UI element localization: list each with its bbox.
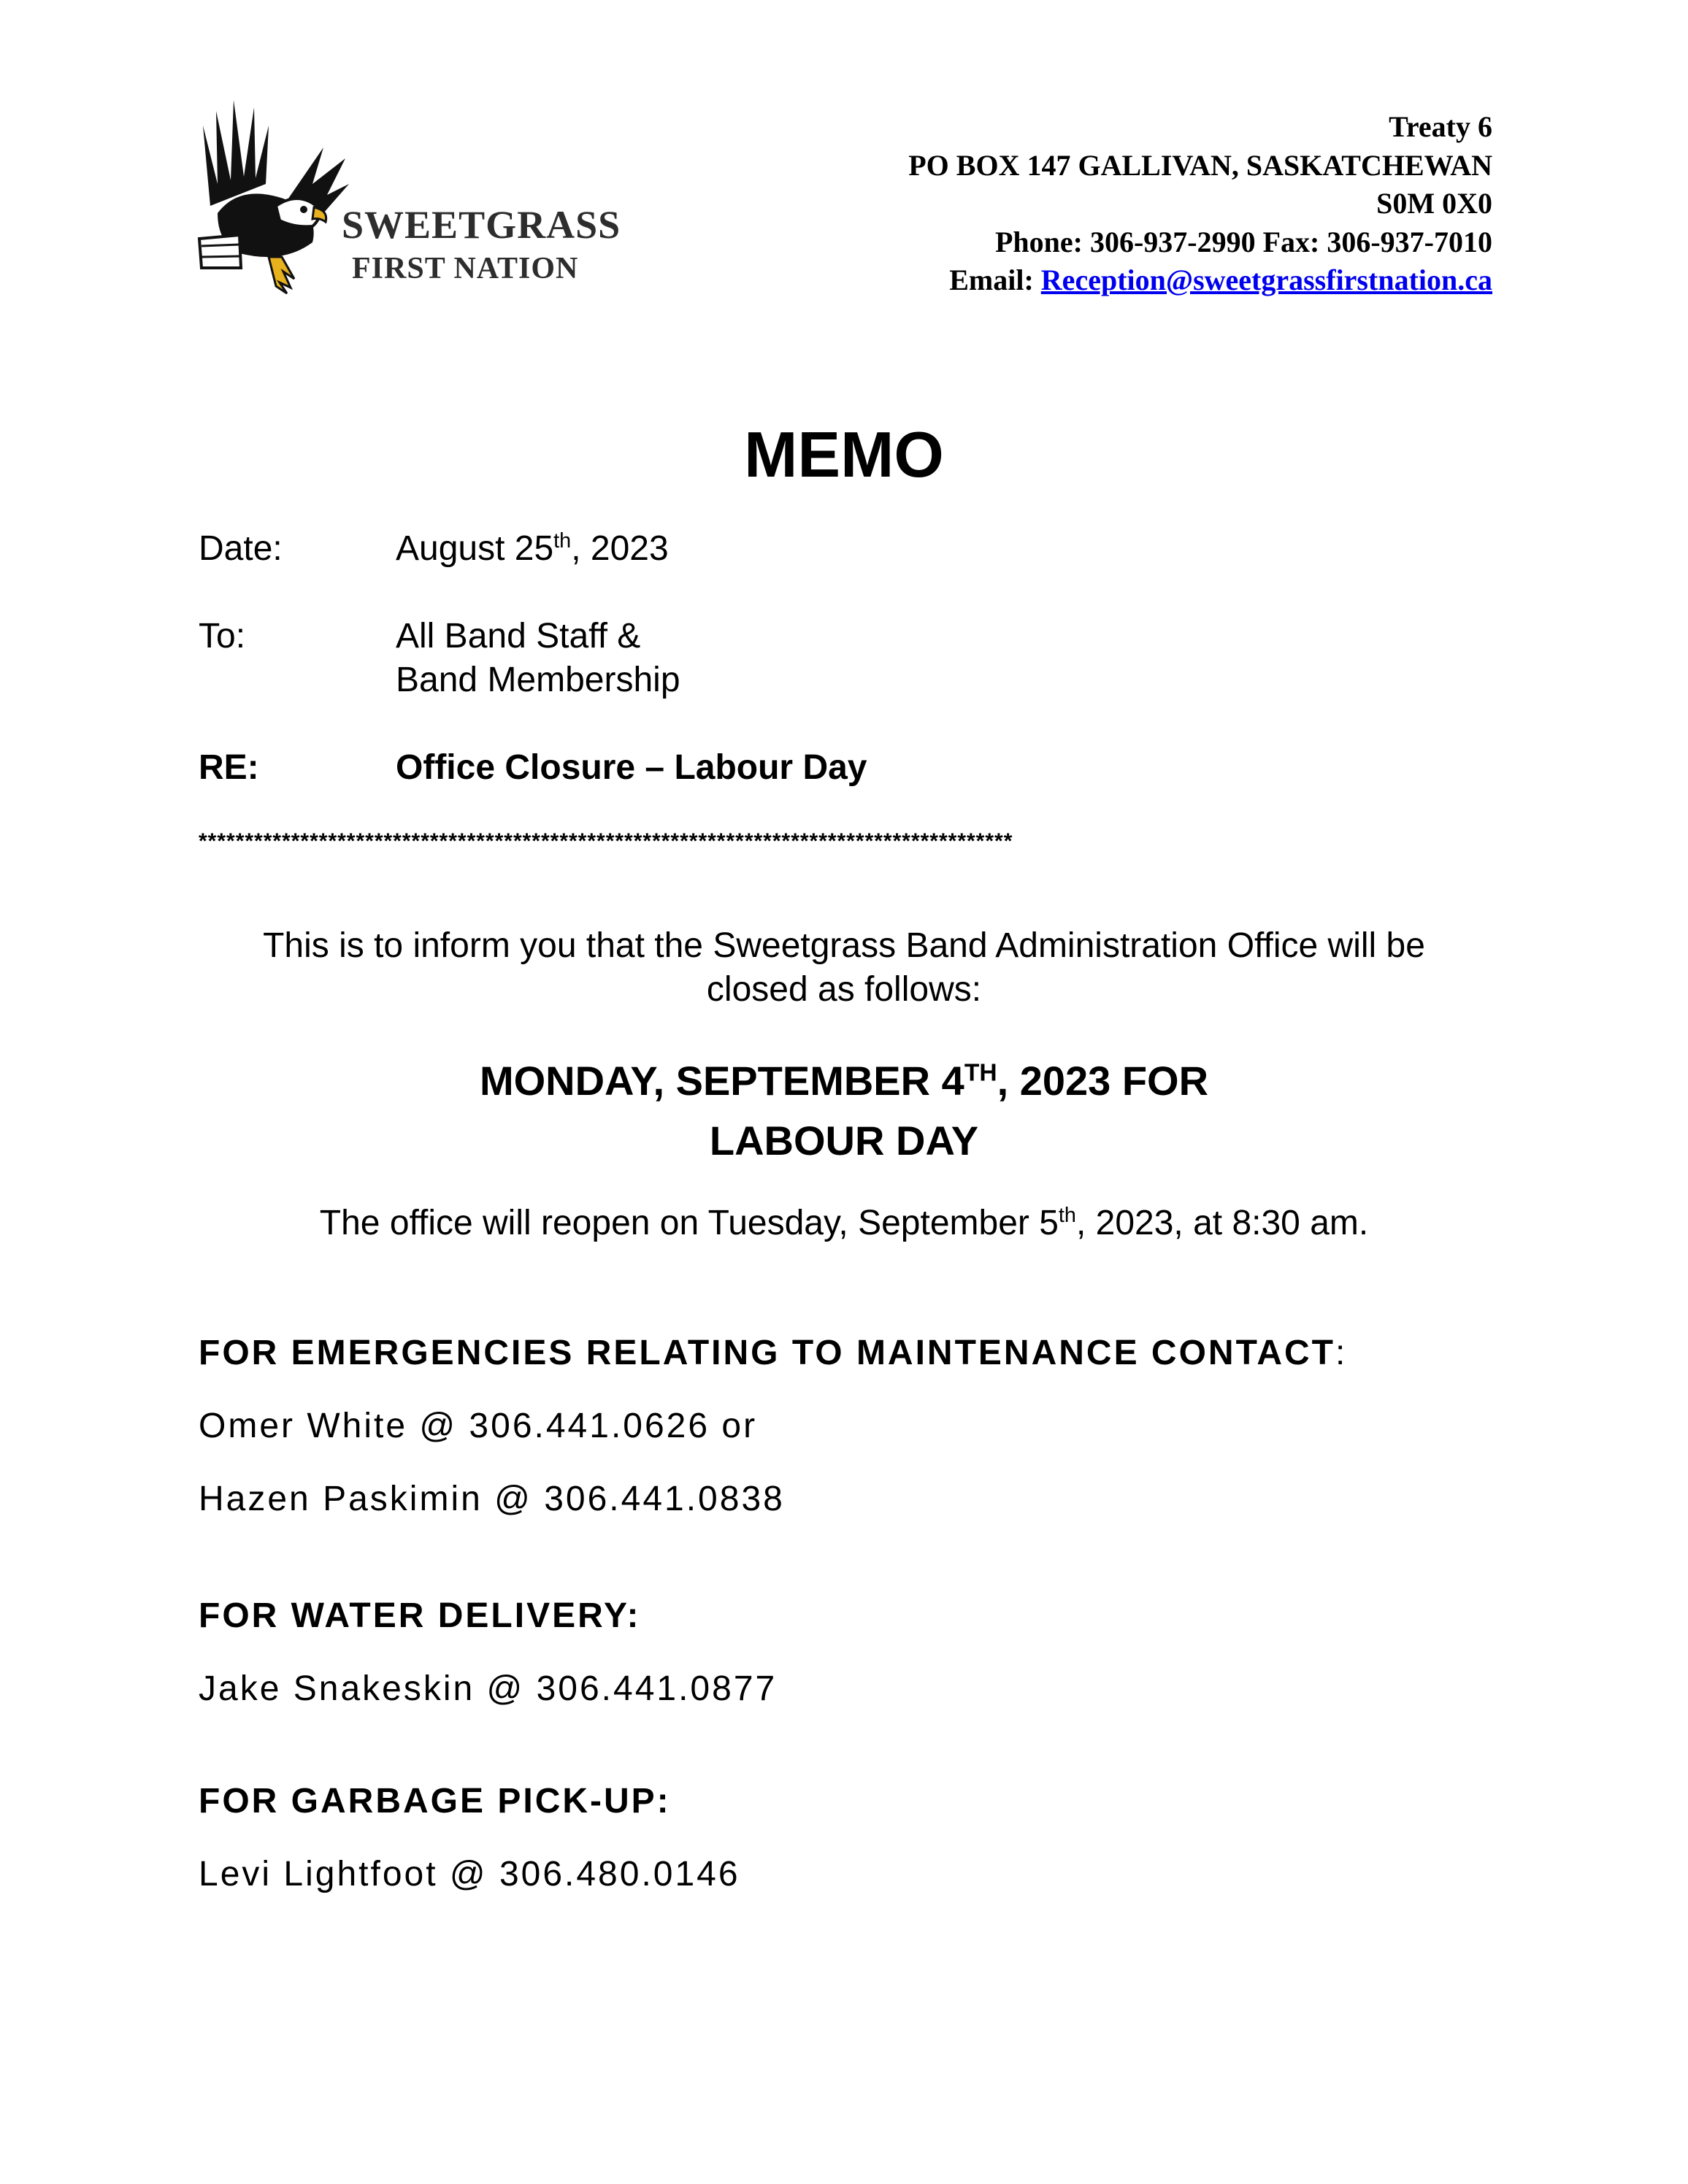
date-label: Date: bbox=[199, 529, 283, 568]
to-value-line2: Band Membership bbox=[396, 661, 680, 699]
to-value-line1: All Band Staff & bbox=[396, 617, 641, 655]
address-block bbox=[908, 108, 1492, 300]
water-heading: FOR WATER DELIVERY: bbox=[199, 1596, 641, 1635]
emergency-contact-2: Hazen Paskimin @ 306.441.0838 bbox=[199, 1480, 785, 1518]
email-link[interactable]: Reception@sweetgrassfirstnation.ca bbox=[1040, 264, 1492, 296]
emergency-contact-1: Omer White @ 306.441.0626 or bbox=[199, 1407, 758, 1445]
garbage-heading: FOR GARBAGE PICK-UP: bbox=[199, 1782, 671, 1820]
intro-line1: This is to inform you that the Sweetgrass Band Administration Office will be bbox=[263, 926, 1425, 965]
closure-line1: MONDAY, SEPTEMBER 4TH, 2023 FOR bbox=[479, 1058, 1209, 1104]
phone-fax-line: Phone: 306-937-2990 Fax: 306-937-7010 bbox=[994, 225, 1492, 258]
closure-notice bbox=[0, 1051, 1688, 1171]
water-contact-1: Jake Snakeskin @ 306.441.0877 bbox=[199, 1669, 778, 1708]
email-line bbox=[908, 261, 1492, 300]
email-label: Email: bbox=[949, 264, 1041, 296]
memo-title: MEMO bbox=[744, 418, 944, 491]
re-label: RE: bbox=[199, 748, 259, 787]
treaty-line: Treaty 6 bbox=[1389, 110, 1492, 143]
intro-paragraph bbox=[0, 924, 1688, 1012]
closure-line2: LABOUR DAY bbox=[709, 1118, 979, 1164]
intro-line2: closed as follows: bbox=[706, 970, 982, 1009]
emergency-heading: FOR EMERGENCIES RELATING TO MAINTENANCE CONTACT: bbox=[199, 1334, 1348, 1372]
garbage-contact-1: Levi Lightfoot @ 306.480.0146 bbox=[199, 1855, 740, 1893]
to-label: To: bbox=[199, 617, 246, 655]
re-value: Office Closure – Labour Day bbox=[396, 748, 867, 787]
eagle-icon bbox=[196, 96, 349, 315]
logo-name-line1: SWEETGRASS bbox=[342, 203, 621, 247]
sweetgrass-logo bbox=[196, 96, 621, 315]
po-box-line: PO BOX 147 GALLIVAN, SASKATCHEWAN bbox=[908, 148, 1492, 182]
logo-name-line2: FIRST NATION bbox=[352, 252, 579, 285]
reopen-notice: The office will reopen on Tuesday, September 5th, 2023, at 8:30 am. bbox=[319, 1204, 1369, 1242]
separator-line: **************************************************************************************** bbox=[199, 829, 1013, 853]
date-value: August 25th, 2023 bbox=[396, 529, 669, 568]
postal-code-line: S0M 0X0 bbox=[1376, 187, 1492, 220]
